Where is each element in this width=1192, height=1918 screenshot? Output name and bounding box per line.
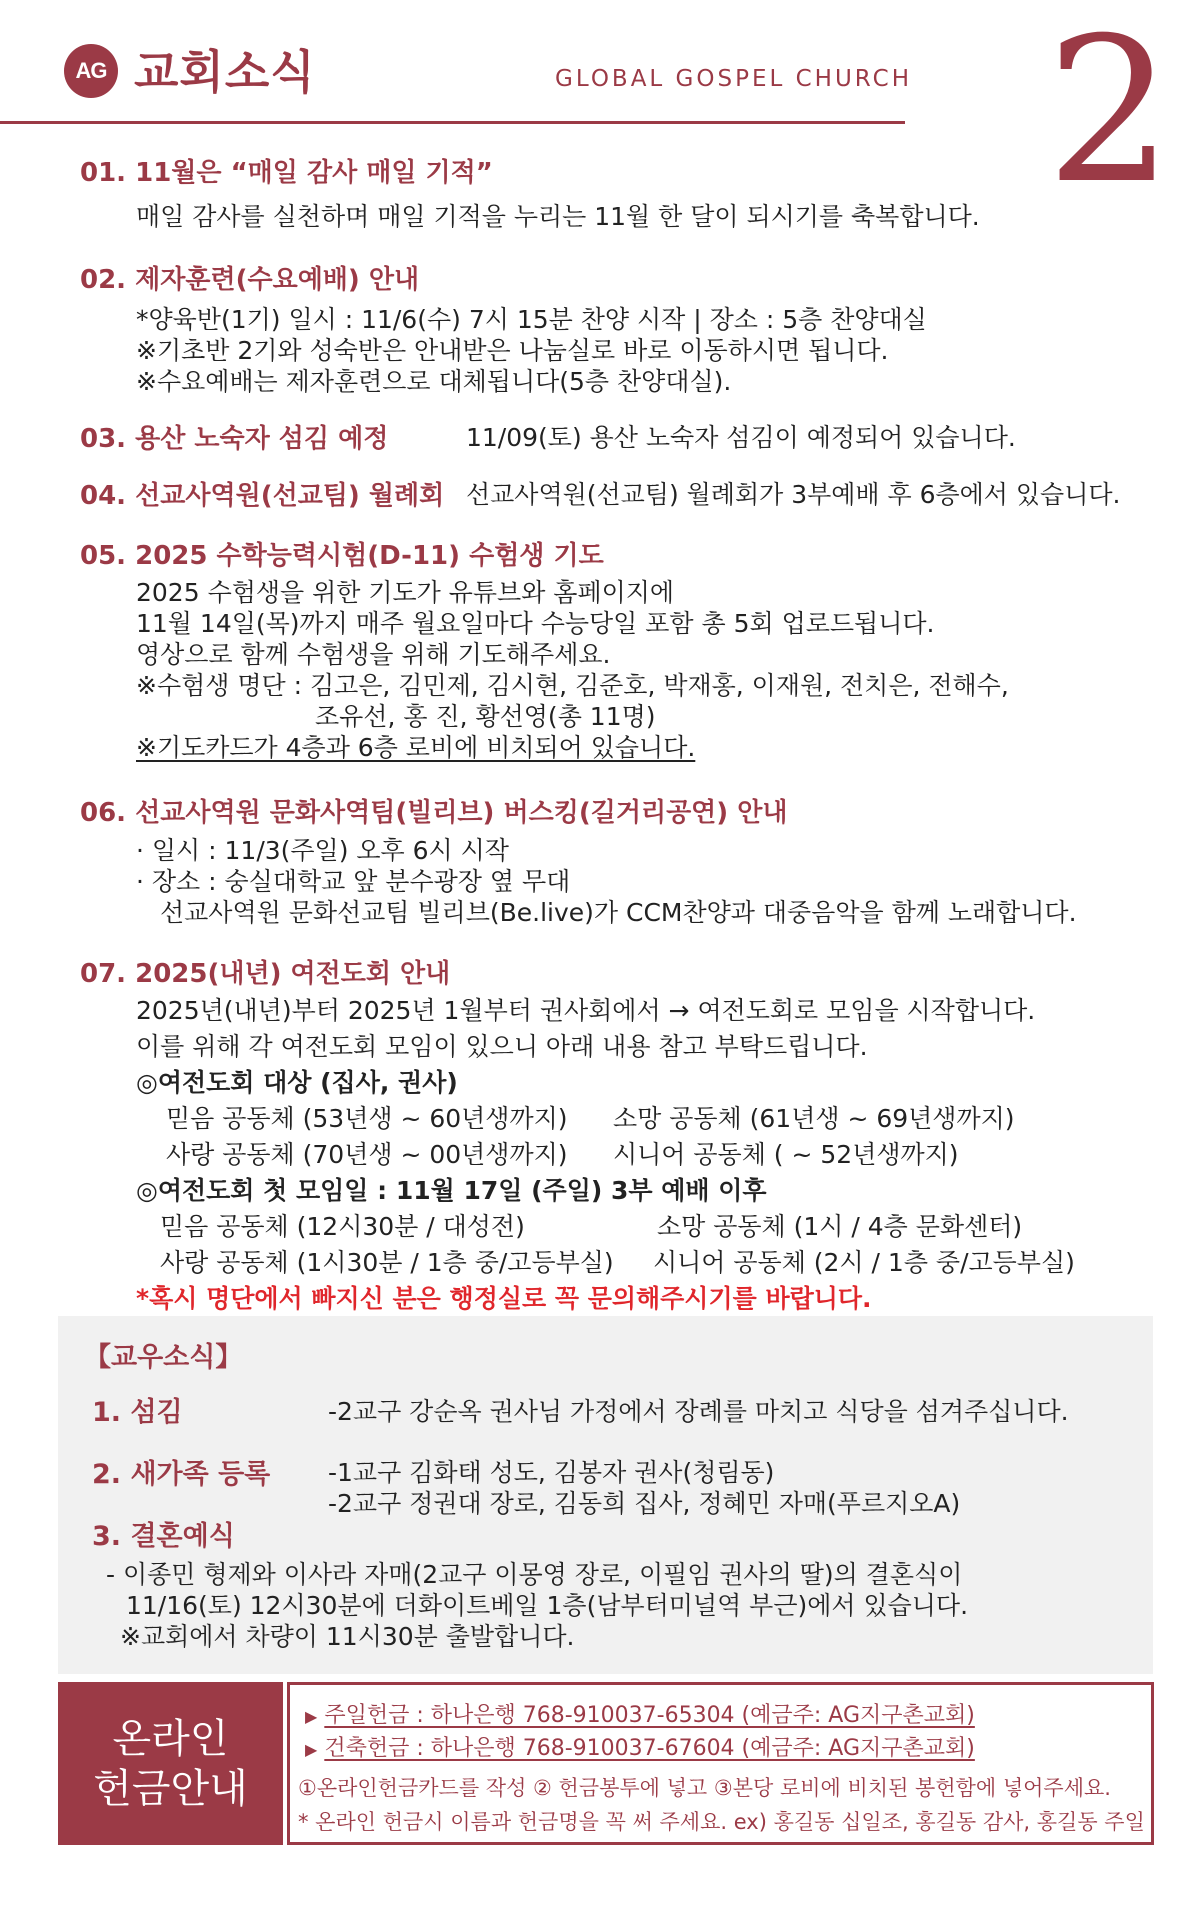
section-6-line: · 장소 : 숭실대학교 앞 분수광장 옆 무대: [136, 867, 571, 896]
church-name: GLOBAL GOSPEL CHURCH: [555, 66, 912, 92]
section-1-line: 매일 감사를 실천하며 매일 기적을 누리는 11월 한 달이 되시기를 축복합니다.: [136, 202, 980, 231]
section-6-line: · 일시 : 11/3(주일) 오후 6시 시작: [136, 836, 509, 865]
section-7-target: 시니어 공동체 ( ~ 52년생까지): [613, 1140, 959, 1169]
section-7-meeting: 시니어 공동체 (2시 / 1층 중/고등부실): [653, 1248, 1075, 1277]
section-2-line: ※기초반 2기와 성숙반은 안내받은 나눔실로 바로 이동하시면 됩니다.: [136, 336, 889, 365]
arrow-right-icon: ▶: [305, 1707, 318, 1726]
section-1-title: 01. 11월은 “매일 감사 매일 기적”: [80, 158, 493, 188]
section-7-line: 이를 위해 각 여전도회 모임이 있으니 아래 내용 참고 부탁드립니다.: [136, 1032, 868, 1061]
offering-note: * 온라인 헌금시 이름과 헌금명을 꼭 써 주세요. ex) 홍길동 십일조, 홍길동 감사, 홍길동 주일: [298, 1810, 1145, 1834]
section-7-meeting-heading: ◎여전도회 첫 모임일 : 11월 17일 (주일) 3부 예배 이후: [136, 1176, 767, 1205]
section-4-title: 04. 선교사역원(선교팀) 월례회: [80, 481, 445, 511]
section-2-title: 02. 제자훈련(수요예배) 안내: [80, 265, 420, 295]
news-item-line: -2교구 정권대 장로, 김동희 집사, 정혜민 자매(푸르지오A): [328, 1489, 961, 1518]
church-logo-icon: [64, 44, 118, 98]
section-7-meeting: 소망 공동체 (1시 / 4층 문화센터): [657, 1212, 1023, 1241]
logo-text: AG: [75, 58, 107, 83]
section-5-line: ※기도카드가 4층과 6층 로비에 비치되어 있습니다.: [136, 733, 696, 762]
section-7-title: 07. 2025(내년) 여전도회 안내: [80, 959, 451, 989]
section-6-title: 06. 선교사역원 문화사역팀(빌리브) 버스킹(길거리공연) 안내: [80, 798, 788, 828]
section-7-line: 2025년(내년)부터 2025년 1월부터 권사회에서 → 여전도회로 모임을 시작합니다.: [136, 996, 1036, 1025]
offering-label-line: 온라인: [112, 1715, 229, 1762]
news-item-line: 11/16(토) 12시30분에 더화이트베일 1층(남부터미널역 부근)에서 있습니다.: [126, 1591, 969, 1620]
section-5-line: ※수험생 명단 : 김고은, 김민제, 김시현, 김준호, 박재홍, 이재원, 전치은, 전해수,: [136, 671, 1009, 700]
header-divider: [0, 121, 905, 124]
offering-instructions: ①온라인헌금카드를 작성 ② 헌금봉투에 넣고 ③본당 로비에 비치된 봉헌함에 넣어주세요.: [298, 1776, 1111, 1800]
news-item-label: 2. 새가족 등록: [92, 1459, 271, 1490]
section-2-line: ※수요예배는 제자훈련으로 대체됩니다(5층 찬양대실).: [136, 367, 732, 396]
news-item-label: 3. 결혼예식: [92, 1521, 235, 1552]
news-title: 【교우소식】: [84, 1342, 243, 1373]
section-5-line: 11월 14일(목)까지 매주 월요일마다 수능당일 포함 총 5회 업로드됩니다.: [136, 609, 935, 638]
offering-account-text: 건축헌금 : 하나은행 768-910037-67604 (예금주: AG지구촌교회): [324, 1736, 975, 1761]
news-item-line: -1교구 김화태 성도, 김봉자 권사(청림동): [328, 1458, 775, 1487]
news-item-line: - 이종민 형제와 이사라 자매(2교구 이몽영 장로, 이필임 권사의 딸)의 결혼식이: [106, 1560, 963, 1589]
section-5-line: 2025 수험생을 위한 기도가 유튜브와 홈페이지에: [136, 578, 675, 607]
offering-account-text: 주일헌금 : 하나은행 768-910037-65304 (예금주: AG지구촌교회): [324, 1703, 975, 1728]
section-5-title: 05. 2025 수학능력시험(D-11) 수험생 기도: [80, 541, 604, 571]
section-7-target-heading: ◎여전도회 대상 (집사, 권사): [136, 1068, 458, 1097]
page-number: 2: [1046, 0, 1174, 228]
page-title: 교회소식: [134, 45, 316, 99]
section-3-title: 03. 용산 노숙자 섬김 예정: [80, 424, 389, 454]
online-offering-label: [58, 1682, 283, 1845]
section-2-line: *양육반(1기) 일시 : 11/6(수) 7시 15분 찬양 시작 | 장소 : 5층 찬양대실: [136, 305, 927, 334]
section-7-meeting: 사랑 공동체 (1시30분 / 1층 중/고등부실): [160, 1248, 614, 1277]
section-7-target: 소망 공동체 (61년생 ~ 69년생까지): [613, 1104, 1015, 1133]
section-5-line: 영상으로 함께 수험생을 위해 기도해주세요.: [136, 640, 611, 669]
section-4-text: 선교사역원(선교팀) 월례회가 3부예배 후 6층에서 있습니다.: [466, 480, 1121, 509]
news-item-line: -2교구 강순옥 권사님 가정에서 장례를 마치고 식당을 섬겨주십니다.: [328, 1397, 1069, 1426]
news-item-label: 1. 섬김: [92, 1397, 183, 1428]
section-7-meeting: 믿음 공동체 (12시30분 / 대성전): [160, 1212, 525, 1241]
section-7-notice: *혹시 명단에서 빠지신 분은 행정실로 꼭 문의해주시기를 바랍니다.: [136, 1284, 872, 1313]
offering-account: [305, 1698, 975, 1729]
arrow-right-icon: ▶: [305, 1740, 318, 1759]
offering-account: [305, 1731, 975, 1762]
news-item-line: ※교회에서 차량이 11시30분 출발합니다.: [120, 1622, 575, 1651]
section-7-target: 믿음 공동체 (53년생 ~ 60년생까지): [166, 1104, 568, 1133]
section-5-line: 조유선, 홍 진, 황선영(총 11명): [315, 702, 656, 731]
section-6-line: 선교사역원 문화선교팀 빌리브(Be.live)가 CCM찬양과 대중음악을 함께 노래합니다.: [160, 898, 1077, 927]
section-3-text: 11/09(토) 용산 노숙자 섬김이 예정되어 있습니다.: [466, 423, 1016, 452]
offering-label-line: 헌금안내: [93, 1765, 248, 1812]
section-7-target: 사랑 공동체 (70년생 ~ 00년생까지): [166, 1140, 568, 1169]
